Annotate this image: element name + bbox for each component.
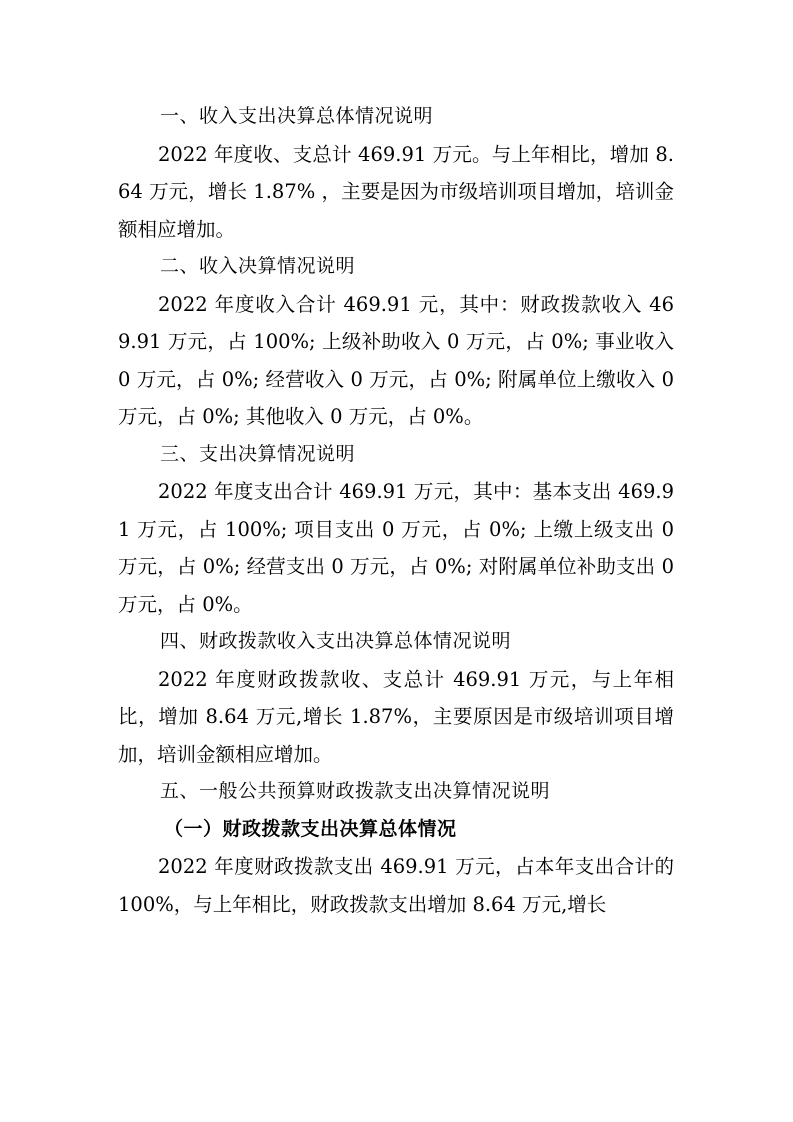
- section-heading-general-public-budget: 五、一般公共预算财政拨款支出决算情况说明: [160, 780, 551, 802]
- paragraph-appropriation-overview: 2022 年度财政拨款支出 469.91 万元，占本年支出合计的 100%，与上年相比，财政拨款支出增加 8.64 万元,增长: [118, 855, 674, 916]
- paragraph-income-expenditure-overview: 2022 年度收、支总计 469.91 万元。与上年相比，增加 8.64 万元，增长 1.87% ，主要是因为市级培训项目增加，培训金额相应增加。: [118, 142, 674, 241]
- document-body: [118, 98, 674, 923]
- section-heading-income-expenditure-overview: 一、收入支出决算总体情况说明: [160, 105, 434, 127]
- section-heading-expenditure: 三、支出决算情况说明: [160, 442, 356, 465]
- section-heading-fiscal-appropriation: 四、财政拨款收入支出决算总体情况说明: [160, 630, 512, 652]
- subsection-heading-appropriation-overview: （一）财政拨款支出决算总体情况: [164, 817, 457, 840]
- paragraph-expenditure: 2022 年度支出合计 469.91 万元，其中：基本支出 469.91 万元，占 100%; 项目支出 0 万元，占 0%; 上缴上级支出 0 万元，占 0%; 经营支出 0 万元，占 0%; 对附属单位补助支出 0 万元，占 0%。: [118, 480, 674, 616]
- paragraph-income: 2022 年度收入合计 469.91 元，其中：财政拨款收入 469.91 万元，占 100%; 上级补助收入 0 万元，占 0%; 事业收入 0 万元，占 0%; 经营收入 0 万元，占 0%; 附属单位上缴收入 0 万元，占 0%; 其他收入 0 万元，占 0%。: [118, 292, 674, 428]
- paragraph-fiscal-appropriation: 2022 年度财政拨款收、支总计 469.91 万元，与上年相比，增加 8.64 万元,增长 1.87%，主要原因是市级培训项目增加，培训金额相应增加。: [118, 667, 674, 766]
- section-heading-income: 二、收入决算情况说明: [160, 255, 356, 277]
